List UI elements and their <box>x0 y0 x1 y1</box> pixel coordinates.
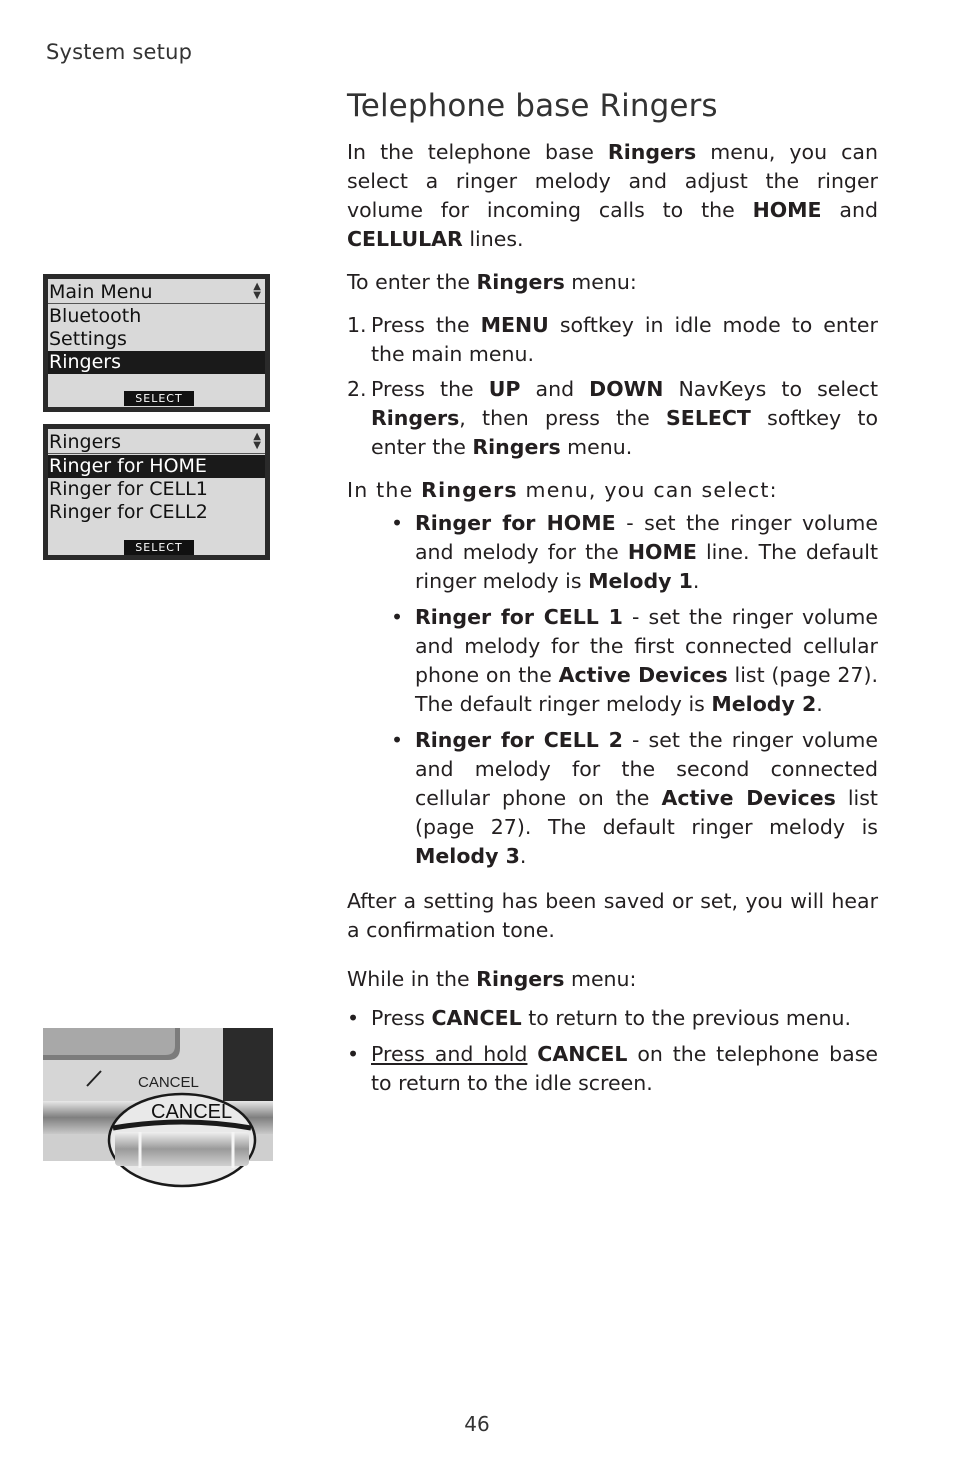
page-title: Telephone base Ringers <box>347 88 718 124</box>
lcd-item-selected: Ringer for HOME <box>48 455 265 478</box>
intro-paragraph: In the telephone base Ringers menu, you can select a ringer melody and adjust the ringer volume for incoming calls to the HOME and CELLULAR lines. <box>347 140 879 251</box>
lcd-title: Main Menu <box>48 281 265 304</box>
cancel-key-label: CANCEL <box>151 1101 233 1123</box>
cancel-item: • Press and hold CANCEL on the telephone base to return to the idle screen. <box>347 1042 878 1095</box>
option-item: • Ringer for CELL 2 - set the ringer volume and melody for the second connected cellular phone on the Active Devices list (page 27). The default ringer melody is Melody 3. <box>391 728 878 868</box>
select-intro: In the Ringers menu, you can select: <box>347 478 778 502</box>
step-item: 2. Press the UP and DOWN NavKeys to select Ringers, then press the SELECT softkey to enter the Ringers menu. <box>347 377 878 459</box>
content-column <box>347 138 878 1098</box>
up-down-arrows-icon: ▲ ▼ <box>253 281 261 301</box>
steps-list <box>347 311 878 462</box>
option-item: • Ringer for CELL 1 - set the ringer volume and melody for the first connected cellular phone on the Active Devices list (page 27). The default ringer melody is Melody 2. <box>391 605 878 716</box>
lcd-item-selected: Ringers <box>48 351 265 374</box>
cancel-key-small-label: CANCEL <box>138 1074 199 1091</box>
enter-menu-text: To enter the Ringers menu: <box>347 270 637 294</box>
up-down-arrows-icon: ▲ ▼ <box>253 431 261 451</box>
lcd-ringers-menu <box>43 424 270 560</box>
softkey-select: SELECT <box>124 391 194 406</box>
cancel-key-illustration <box>43 1028 273 1188</box>
cancel-item: • Press CANCEL to return to the previous menu. <box>347 1006 851 1030</box>
section-label: System setup <box>46 40 193 64</box>
step-item: 1. Press the MENU softkey in idle mode to enter the main menu. <box>347 313 878 366</box>
lcd-item: Ringer for CELL1 <box>49 478 208 500</box>
option-item: • Ringer for HOME - set the ringer volume and melody for the HOME line. The default ringer melody is Melody 1. <box>391 511 878 593</box>
softkey-select: SELECT <box>124 540 194 555</box>
lcd-main-menu <box>43 274 270 412</box>
while-text: While in the Ringers menu: <box>347 967 637 991</box>
lcd-item: Settings <box>49 328 127 350</box>
ringer-options-list <box>391 509 878 871</box>
cancel-list <box>347 1004 878 1098</box>
lcd-item: Bluetooth <box>49 305 142 327</box>
lcd-item: Ringer for CELL2 <box>49 501 208 523</box>
confirm-text: After a setting has been saved or set, you will hear a confirmation tone. <box>347 889 878 942</box>
lcd-title: Ringers <box>48 431 265 454</box>
page-number: 46 <box>464 1412 490 1436</box>
